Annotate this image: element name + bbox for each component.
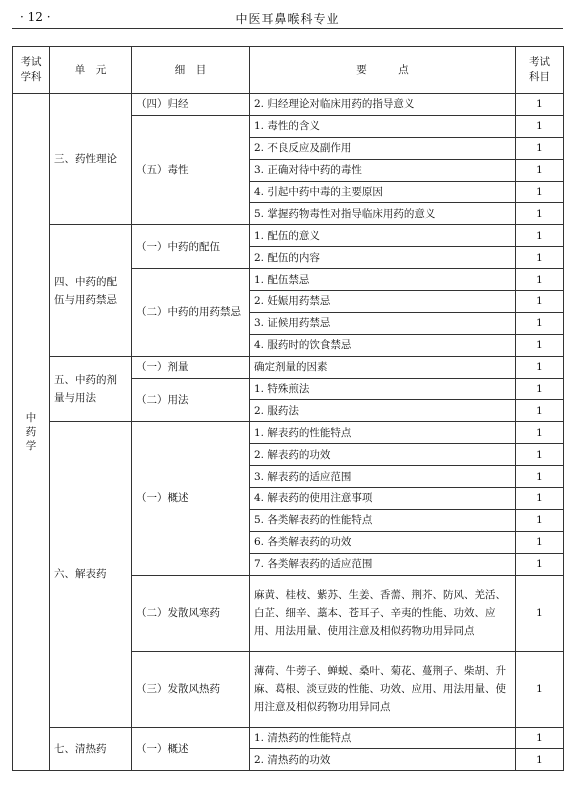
- point-cell: 2. 配伍的内容: [250, 247, 516, 269]
- col-header-level: [516, 47, 564, 94]
- point-cell: 2. 解表药的功效: [250, 444, 516, 466]
- point-cell: 4. 服药时的饮食禁忌: [250, 334, 516, 356]
- point-cell: 3. 正确对待中药的毒性: [250, 159, 516, 181]
- detail-cell: （四）归经: [132, 94, 250, 116]
- col-header-detail: 细 目: [132, 47, 250, 94]
- unit-cell: 五、中药的剂量与用法: [50, 356, 132, 422]
- level-cell: 1: [516, 203, 564, 225]
- detail-cell: （一）概述: [132, 422, 250, 575]
- syllabus-table: [12, 46, 564, 771]
- level-cell: 1: [516, 269, 564, 291]
- col-header-subject: [13, 47, 50, 94]
- level-cell: 1: [516, 749, 564, 771]
- level-cell: 1: [516, 509, 564, 531]
- table-header-row: [13, 47, 564, 94]
- col-header-subject-line: 考试: [20, 56, 42, 68]
- point-cell: 1. 毒性的含义: [250, 115, 516, 137]
- level-cell: 1: [516, 312, 564, 334]
- table-row: [13, 94, 564, 116]
- point-cell: 麻黄、桂枝、紫苏、生姜、香薷、荆芥、防风、羌活、白芷、细辛、藁本、苍耳子、辛夷的性能、功效、应用、用法用量、使用注意及相似药物功用异同点: [250, 575, 516, 651]
- col-header-subject-line: 学科: [20, 71, 42, 83]
- level-cell: 1: [516, 727, 564, 749]
- level-cell: 1: [516, 651, 564, 727]
- point-cell: 6. 各类解表药的功效: [250, 531, 516, 553]
- subject-cell: [13, 94, 50, 771]
- table-row: [13, 422, 564, 444]
- level-cell: 1: [516, 400, 564, 422]
- header-rule: [12, 28, 563, 29]
- point-cell: 1. 解表药的性能特点: [250, 422, 516, 444]
- table-row: [13, 727, 564, 749]
- level-cell: 1: [516, 531, 564, 553]
- detail-cell: （一）剂量: [132, 356, 250, 378]
- level-cell: 1: [516, 356, 564, 378]
- level-cell: 1: [516, 291, 564, 313]
- unit-cell: 七、清热药: [50, 727, 132, 771]
- detail-cell: （五）毒性: [132, 115, 250, 224]
- level-cell: 1: [516, 334, 564, 356]
- level-cell: 1: [516, 378, 564, 400]
- point-cell: 1. 配伍的意义: [250, 225, 516, 247]
- col-header-unit: 单 元: [50, 47, 132, 94]
- detail-cell: （三）发散风热药: [132, 651, 250, 727]
- table-row: [13, 356, 564, 378]
- point-cell: 3. 解表药的适应范围: [250, 466, 516, 488]
- col-header-level-line: 科目: [529, 71, 550, 83]
- point-cell: 1. 配伍禁忌: [250, 269, 516, 291]
- level-cell: 1: [516, 466, 564, 488]
- level-cell: 1: [516, 225, 564, 247]
- point-cell: 3. 证候用药禁忌: [250, 312, 516, 334]
- point-cell: 2. 清热药的功效: [250, 749, 516, 771]
- point-cell: 2. 妊娠用药禁忌: [250, 291, 516, 313]
- subject-label: 中药学: [25, 412, 37, 453]
- detail-cell: （二）发散风寒药: [132, 575, 250, 651]
- point-cell: 4. 解表药的使用注意事项: [250, 488, 516, 510]
- level-cell: 1: [516, 137, 564, 159]
- running-title: 中医耳鼻喉科专业: [235, 12, 340, 26]
- detail-cell: （二）中药的用药禁忌: [132, 269, 250, 357]
- col-header-points: 要 点: [250, 47, 516, 94]
- level-cell: 1: [516, 159, 564, 181]
- detail-cell: （二）用法: [132, 378, 250, 422]
- point-cell: 2. 归经理论对临床用药的指导意义: [250, 94, 516, 116]
- point-cell: 5. 各类解表药的性能特点: [250, 509, 516, 531]
- point-cell: 4. 引起中药中毒的主要原因: [250, 181, 516, 203]
- point-cell: 7. 各类解表药的适应范围: [250, 553, 516, 575]
- unit-cell: 四、中药的配伍与用药禁忌: [50, 225, 132, 356]
- table-row: [13, 225, 564, 247]
- page-header: [12, 8, 563, 28]
- level-cell: 1: [516, 553, 564, 575]
- level-cell: 1: [516, 575, 564, 651]
- point-cell: 2. 服药法: [250, 400, 516, 422]
- level-cell: 1: [516, 181, 564, 203]
- point-cell: 确定剂量的因素: [250, 356, 516, 378]
- point-cell: 薄荷、牛蒡子、蝉蜕、桑叶、菊花、蔓荆子、柴胡、升麻、葛根、淡豆豉的性能、功效、应用、用法用量、使用注意及相似药物功用异同点: [250, 651, 516, 727]
- level-cell: 1: [516, 422, 564, 444]
- detail-cell: （一）概述: [132, 727, 250, 771]
- page-number: · 12 ·: [20, 10, 51, 24]
- unit-cell: 三、药性理论: [50, 94, 132, 225]
- level-cell: 1: [516, 247, 564, 269]
- point-cell: 1. 特殊煎法: [250, 378, 516, 400]
- unit-cell: 六、解表药: [50, 422, 132, 727]
- point-cell: 1. 清热药的性能特点: [250, 727, 516, 749]
- col-header-level-line: 考试: [529, 56, 550, 68]
- detail-cell: （一）中药的配伍: [132, 225, 250, 269]
- point-cell: 5. 掌握药物毒性对指导临床用药的意义: [250, 203, 516, 225]
- point-cell: 2. 不良反应及副作用: [250, 137, 516, 159]
- level-cell: 1: [516, 444, 564, 466]
- level-cell: 1: [516, 94, 564, 116]
- level-cell: 1: [516, 115, 564, 137]
- level-cell: 1: [516, 488, 564, 510]
